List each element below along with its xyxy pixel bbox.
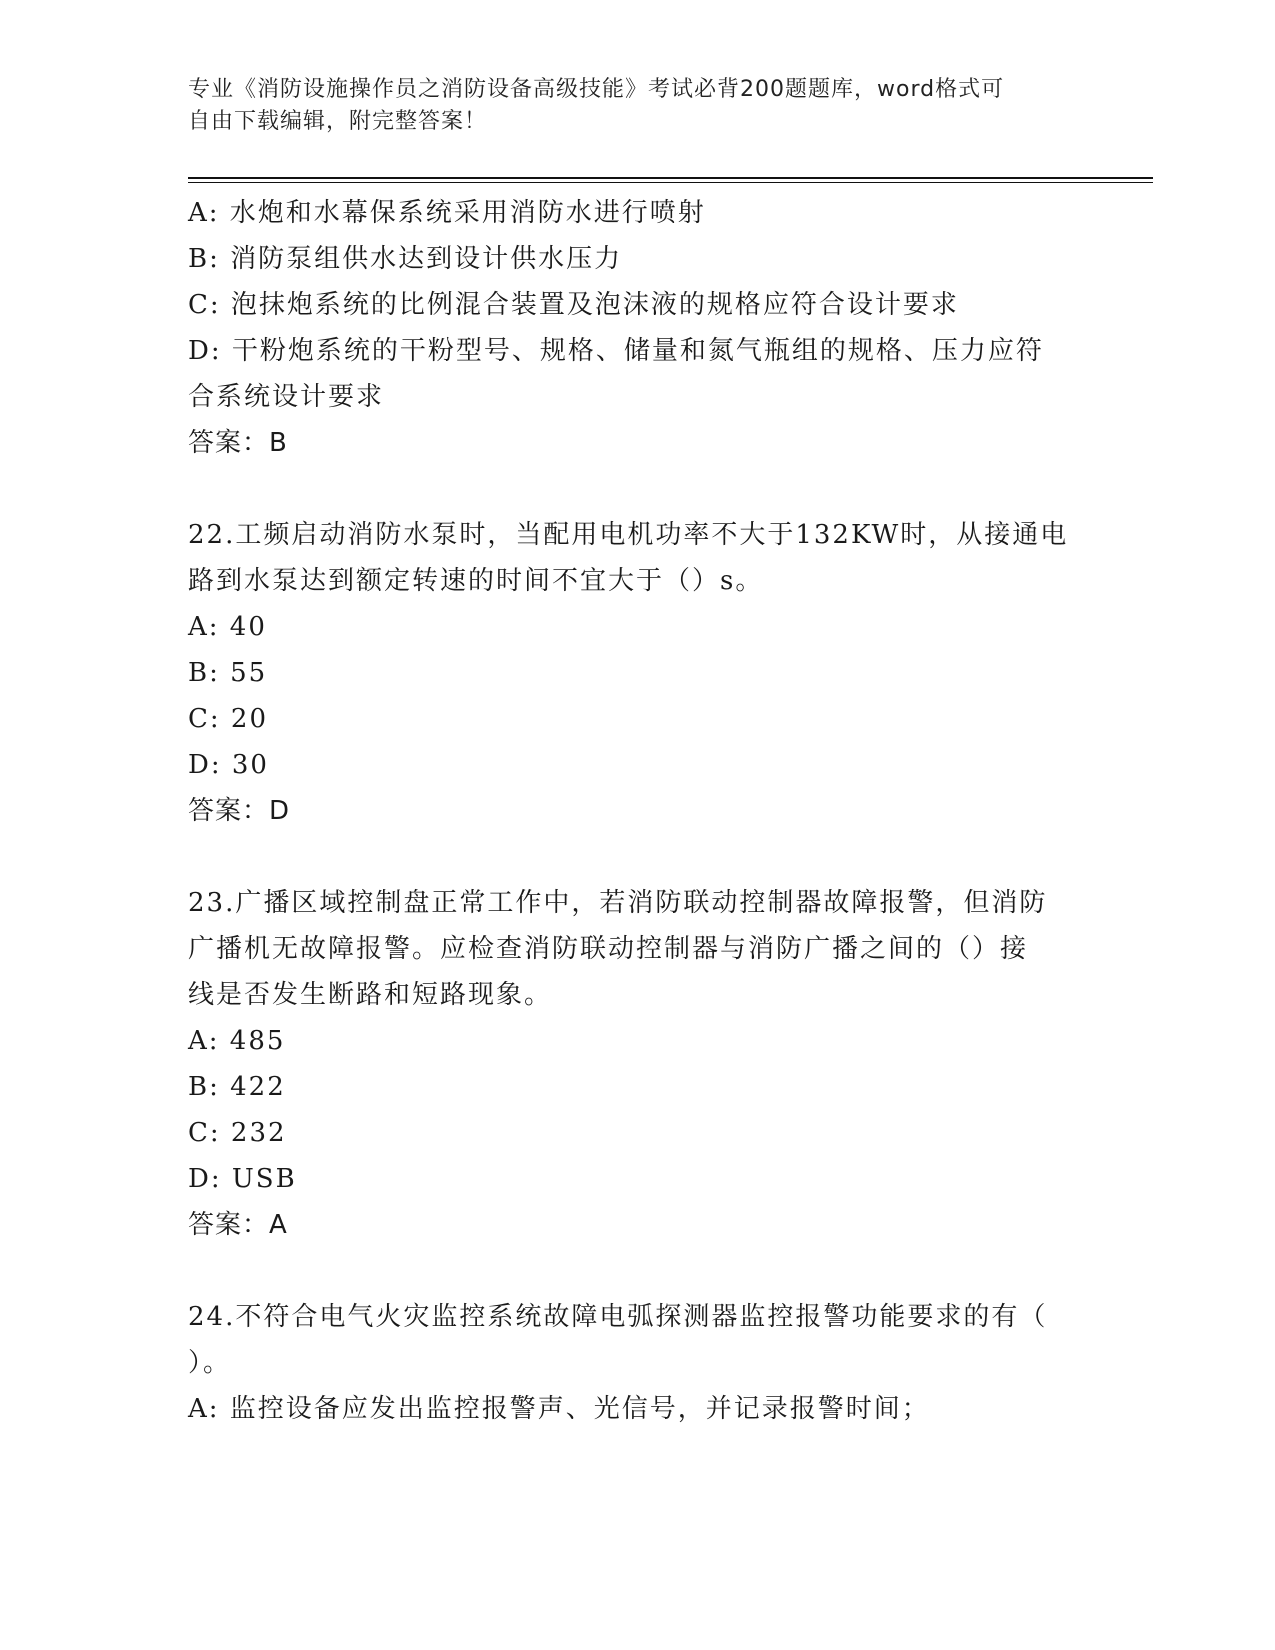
question-24-block (188, 1294, 1088, 1432)
question-text-line: 22.工频启动消防水泵时，当配用电机功率不大于132KW时，从接通电 (188, 520, 1069, 550)
option-b: B: 422 (188, 1072, 286, 1102)
option-a: A: 监控设备应发出监控报警声、光信号，并记录报警时间； (188, 1394, 930, 1424)
answer-label: 答案：A (188, 1210, 288, 1240)
question-22-block (188, 512, 1088, 834)
question-23-block (188, 880, 1088, 1248)
option-b: B: 55 (188, 658, 268, 688)
option-c: C: 泡抹炮系统的比例混合装置及泡沫液的规格应符合设计要求 (188, 290, 959, 320)
question-21-block (188, 190, 1088, 466)
header-divider-thick (188, 177, 1153, 179)
option-c: C: 20 (188, 704, 269, 734)
option-d: D: USB (188, 1164, 297, 1194)
option-d-continued: 合系统设计要求 (188, 382, 385, 412)
option-b: B: 消防泵组供水达到设计供水压力 (188, 244, 623, 274)
option-a: A: 40 (188, 612, 267, 642)
option-d: D: 30 (188, 750, 269, 780)
option-a: A: 水炮和水幕保系统采用消防水进行喷射 (188, 198, 706, 228)
question-text-line: 路到水泵达到额定转速的时间不宜大于（）s。 (188, 566, 764, 596)
document-header (188, 74, 1068, 138)
option-c: C: 232 (188, 1118, 287, 1148)
question-text-line: 广播机无故障报警。应检查消防联动控制器与消防广播之间的（）接 (188, 934, 1029, 964)
header-line-2: 自由下载编辑，附完整答案！ (188, 109, 488, 134)
question-content (188, 190, 1088, 1432)
header-divider-thin (188, 182, 1153, 183)
option-a: A: 485 (188, 1026, 286, 1056)
answer-label: 答案：B (188, 428, 288, 458)
question-text-line: 24.不符合电气火灾监控系统故障电弧探测器监控报警功能要求的有（ (188, 1302, 1048, 1332)
question-text-line: 23.广播区域控制盘正常工作中，若消防联动控制器故障报警，但消防 (188, 888, 1048, 918)
question-text-line: 线是否发生断路和短路现象。 (188, 980, 553, 1010)
question-text-line: ）。 (188, 1348, 232, 1378)
option-d: D: 干粉炮系统的干粉型号、规格、储量和氮气瓶组的规格、压力应符 (188, 336, 1044, 366)
header-line-1: 专业《消防设施操作员之消防设备高级技能》考试必背200题题库，word格式可 (188, 77, 1005, 102)
answer-label: 答案：D (188, 796, 291, 826)
